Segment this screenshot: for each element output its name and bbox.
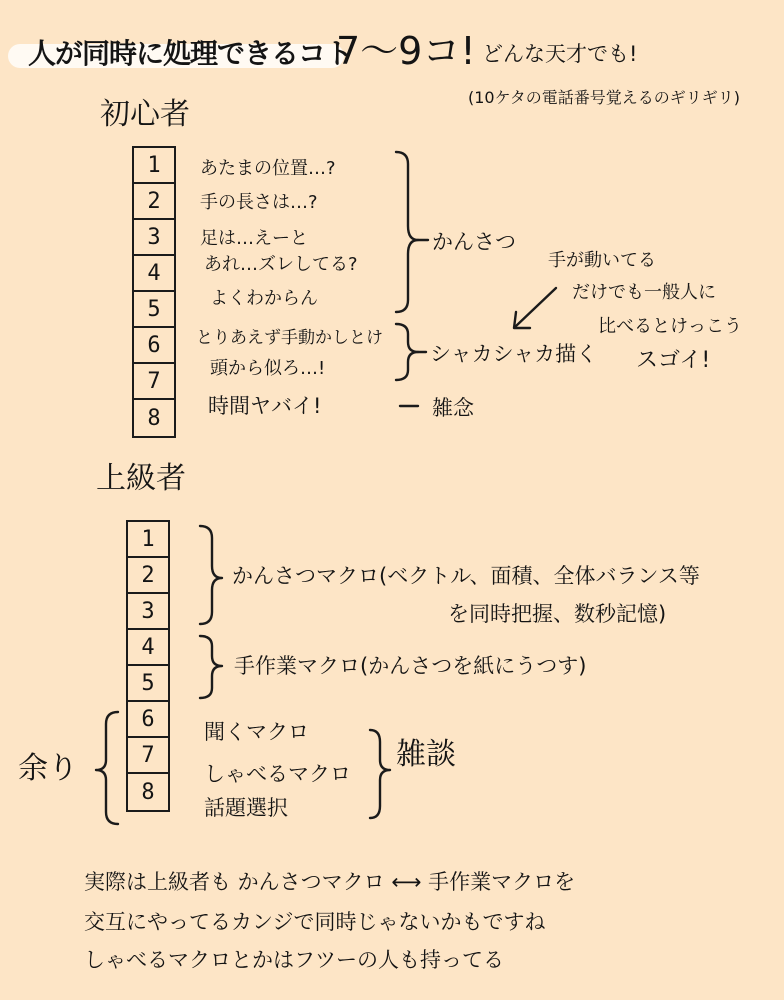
manual-macro: 手作業マクロ(かんさつを紙にうつす) bbox=[234, 654, 587, 678]
beginner-slot: 4 bbox=[134, 256, 174, 292]
talk-macro: しゃべるマクロ bbox=[204, 762, 351, 786]
bracket-observe bbox=[396, 152, 418, 312]
beginner-slot: 2 bbox=[134, 184, 174, 220]
listen-macro: 聞くマクロ bbox=[204, 720, 309, 744]
beginner-slot: 3 bbox=[134, 220, 174, 256]
observe-macro-line1: かんさつマクロ(ベクトル、面積、全体バランス等 bbox=[232, 564, 700, 588]
footer-line: 交互にやってるカンジで同時じゃないかもですね bbox=[84, 910, 546, 934]
beginner-heading: 初心者 bbox=[100, 97, 190, 132]
beginner-slot: 1 bbox=[134, 148, 174, 184]
advanced-slot: 5 bbox=[128, 666, 168, 702]
beginner-item: よくわからん bbox=[210, 288, 318, 309]
advanced-slot: 3 bbox=[128, 594, 168, 630]
chat-label: 雑談 bbox=[396, 737, 456, 772]
aside-note: スゴイ! bbox=[636, 348, 711, 373]
beginner-slot: 6 bbox=[134, 328, 174, 364]
title-note: (10ケタの電話番号覚えるのギリギリ) bbox=[468, 88, 741, 107]
aside-arrow bbox=[516, 288, 556, 326]
aside-note: 手が動いてる bbox=[548, 250, 656, 271]
advanced-slot: 2 bbox=[128, 558, 168, 594]
advanced-heading: 上級者 bbox=[96, 461, 186, 496]
beginner-item: 足は…えーと bbox=[200, 228, 308, 249]
beginner-item: 時間ヤバイ! bbox=[208, 394, 322, 418]
bracket-manual-macro bbox=[200, 636, 222, 698]
advanced-slot: 1 bbox=[128, 522, 168, 558]
group-label-observe: かんさつ bbox=[432, 230, 516, 254]
observe-macro-line2: を同時把握、数秒記憶) bbox=[448, 602, 667, 626]
beginner-item: 頭から似ろ…! bbox=[210, 358, 326, 379]
beginner-slot: 5 bbox=[134, 292, 174, 328]
aside-note: だけでも一般人に bbox=[572, 282, 716, 303]
bracket-leftover bbox=[96, 712, 118, 824]
bracket-observe-macro bbox=[200, 526, 222, 624]
bracket-draw bbox=[396, 324, 418, 380]
beginner-item: あたまの位置…? bbox=[200, 158, 336, 179]
advanced-slot: 6 bbox=[128, 702, 168, 738]
group-label-draw: シャカシャカ描く bbox=[430, 342, 598, 366]
topic-selection: 話題選択 bbox=[204, 796, 288, 820]
title-tail: どんな天才でも! bbox=[482, 42, 638, 66]
aside-note: 比べるとけっこう bbox=[598, 316, 742, 337]
beginner-item: とりあえず手動かしとけ bbox=[196, 328, 383, 348]
leftover-label: 余り bbox=[18, 751, 78, 786]
title-range: 7〜9コ! bbox=[336, 29, 476, 73]
beginner-slot: 8 bbox=[147, 405, 161, 431]
footer-line: しゃべるマクロとかはフツーの人も持ってる bbox=[84, 948, 504, 972]
beginner-slot: 7 bbox=[134, 364, 174, 400]
beginner-item: 手の長さは…? bbox=[200, 192, 318, 213]
title-lead: 人が同時に処理できるコト bbox=[28, 37, 353, 70]
advanced-slot: 7 bbox=[128, 738, 168, 774]
beginner-item: あれ…ズレしてる? bbox=[204, 254, 358, 275]
group-label-distraction: 雑念 bbox=[432, 396, 474, 420]
advanced-slot: 4 bbox=[128, 630, 168, 666]
advanced-slot: 8 bbox=[141, 779, 155, 805]
footer-line: 実際は上級者も かんさつマクロ ⟷ 手作業マクロを bbox=[84, 870, 576, 894]
bracket-chat bbox=[370, 730, 390, 818]
